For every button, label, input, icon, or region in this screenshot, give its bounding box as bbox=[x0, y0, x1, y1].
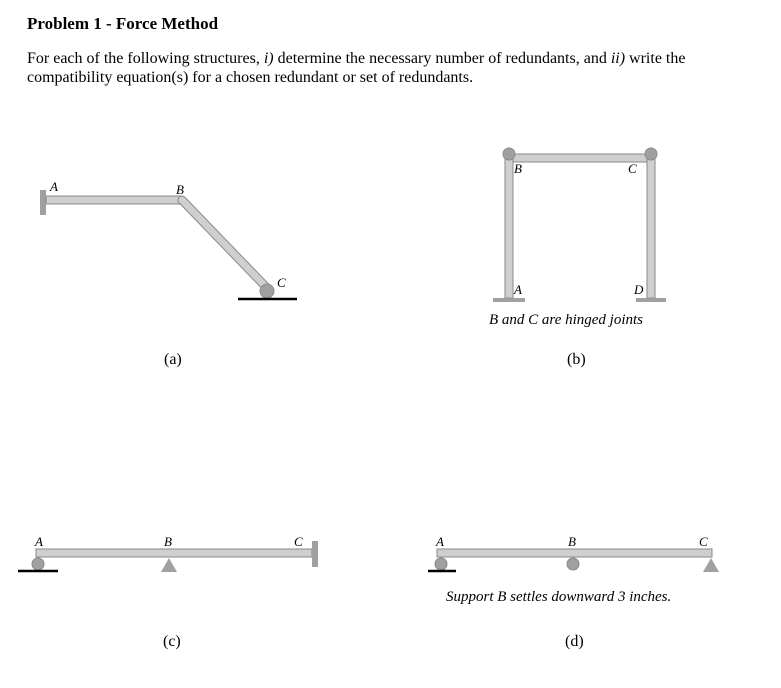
label-b: B bbox=[514, 161, 522, 176]
hinge-c bbox=[645, 148, 657, 160]
label-b: B bbox=[176, 182, 184, 197]
caption-a: (a) bbox=[164, 351, 182, 368]
caption-b: (b) bbox=[567, 351, 586, 368]
fixed-support-d bbox=[636, 298, 666, 302]
caption-d: (d) bbox=[565, 633, 584, 650]
label-c: C bbox=[699, 534, 708, 549]
caption-c: (c) bbox=[163, 633, 181, 650]
intro-text-3: write the compatibility equation(s) for a chosen redundant or set of redundants. bbox=[27, 50, 686, 86]
label-c: C bbox=[277, 275, 286, 290]
support-b bbox=[567, 558, 579, 570]
intro-mark-ii: ii) bbox=[610, 50, 626, 67]
column-ab bbox=[505, 158, 513, 298]
label-b: B bbox=[568, 534, 576, 549]
hinge-b bbox=[503, 148, 515, 160]
label-a: A bbox=[514, 282, 522, 297]
member-ab bbox=[46, 196, 182, 204]
label-c: C bbox=[628, 161, 637, 176]
fixed-support-c bbox=[312, 541, 318, 567]
label-b: B bbox=[164, 534, 172, 549]
note-b: B and C are hinged joints bbox=[489, 312, 644, 328]
label-d: D bbox=[634, 282, 644, 297]
intro-text-2: determine the necessary number of redundants, and bbox=[273, 50, 611, 67]
figure-d bbox=[428, 534, 719, 650]
beam-ac bbox=[437, 549, 712, 557]
intro-text-1: For each of the following structures, bbox=[27, 50, 264, 67]
roller-a bbox=[435, 558, 447, 570]
label-a: A bbox=[50, 179, 58, 194]
column-cd bbox=[647, 158, 655, 298]
roller-a bbox=[32, 558, 44, 570]
beam-ac bbox=[36, 549, 312, 557]
fixed-support-a bbox=[493, 298, 525, 302]
pin-support-b bbox=[161, 558, 177, 572]
figure-c bbox=[18, 534, 318, 650]
roller-c bbox=[260, 284, 274, 298]
label-a: A bbox=[436, 534, 444, 549]
label-c: C bbox=[294, 534, 303, 549]
problem-title: Problem 1 - Force Method bbox=[27, 14, 219, 33]
intro-mark-i: i) bbox=[263, 50, 274, 67]
pin-support-c bbox=[703, 558, 719, 572]
member-bc bbox=[182, 200, 266, 287]
figure-b bbox=[489, 148, 666, 368]
figure-a bbox=[40, 179, 297, 368]
label-a: A bbox=[35, 534, 43, 549]
note-d: Support B settles downward 3 inches. bbox=[446, 589, 672, 605]
fixed-support-a bbox=[40, 190, 46, 215]
